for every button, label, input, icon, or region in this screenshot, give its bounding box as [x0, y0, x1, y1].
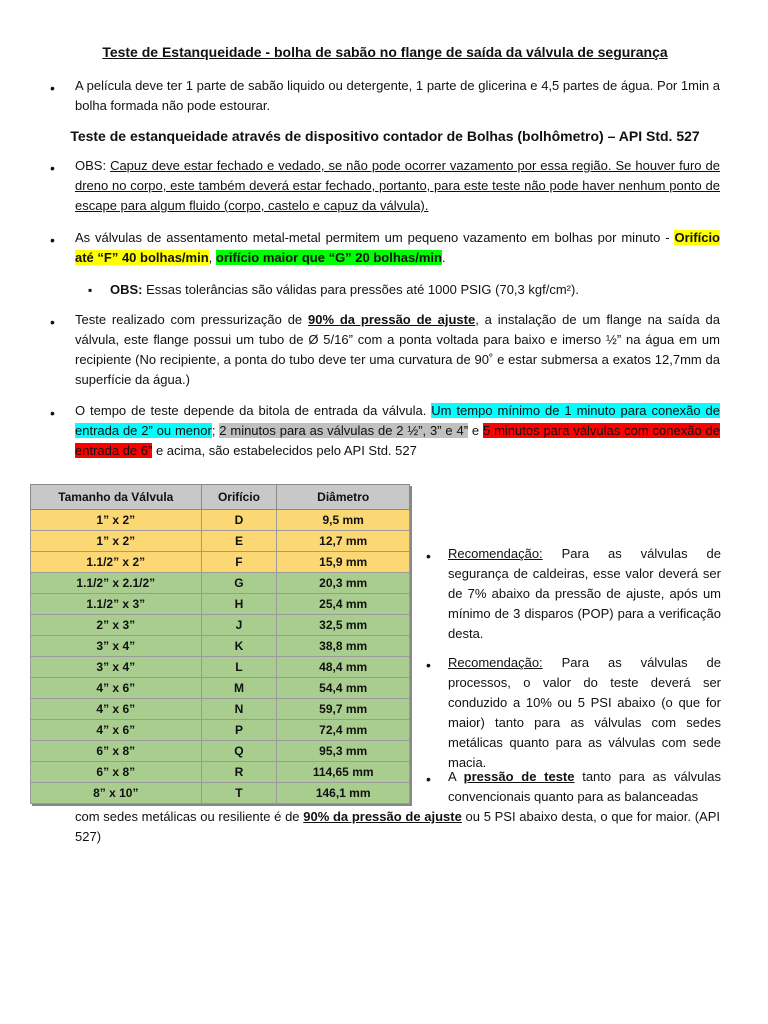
cell-diameter: 32,5 mm: [277, 615, 410, 636]
table-row: [31, 531, 410, 552]
cell-orifice: N: [201, 699, 277, 720]
cell-diameter: 54,4 mm: [277, 678, 410, 699]
square-bullet: ▪: [88, 283, 93, 297]
paragraph-test-procedure: Teste realizado com pressurização de 90% da pressão de ajuste, a instalação de um flange na saída da válvula, este flange possui um tubo de Ø 5/16” com a ponta voltada para baixo e imerso ½” na água em um recipiente (No recipiente, a ponta do tubo deve ter uma curvatura de 90˚ e estar submersa a exatos 12,7mm da superfície da água.): [75, 312, 720, 387]
bullet: •: [426, 771, 431, 787]
cell-diameter: 95,3 mm: [277, 741, 410, 762]
cell-valve-size: 3” x 4”: [31, 657, 202, 678]
cell-diameter: 20,3 mm: [277, 573, 410, 594]
table-row: [31, 657, 410, 678]
cell-valve-size: 1” x 2”: [31, 531, 202, 552]
cell-valve-size: 2” x 3”: [31, 615, 202, 636]
cell-diameter: 9,5 mm: [277, 510, 410, 531]
cell-diameter: 12,7 mm: [277, 531, 410, 552]
cell-valve-size: 4” x 6”: [31, 699, 202, 720]
column-header-diameter: Diâmetro: [277, 485, 410, 510]
table-row: [31, 573, 410, 594]
cell-orifice: J: [201, 615, 277, 636]
cell-diameter: 15,9 mm: [277, 552, 410, 573]
cell-orifice: K: [201, 636, 277, 657]
cell-valve-size: 8” x 10”: [31, 783, 202, 804]
heading-bubble-counter-test: Teste de estanqueidade através de dispositivo contador de Bolhas (bolhômetro) – API Std. 527: [70, 128, 700, 144]
cell-diameter: 114,65 mm: [277, 762, 410, 783]
table-row: [31, 720, 410, 741]
paragraph-recommendation-process: Recomendação: Para as válvulas de processos, o valor do teste deverá ser conduzido a 10% ou 5 PSI abaixo (o que for maior) tanto para as válvulas com sedes metálicas quanto para as válvulas com sede macia.: [448, 655, 721, 770]
paragraph-recommendation-boilers: Recomendação: Para as válvulas de segurança de caldeiras, esse valor deverá ser de 7% abaixo da pressão de ajuste, após um mínimo de 3 disparos (POP) para a verificação desta.: [448, 546, 721, 641]
column-header-valve-size: Tamanho da Válvula: [31, 485, 202, 510]
paragraph-test-time: O tempo de teste depende da bitola de entrada da válvula. Um tempo mínimo de 1 minuto para conexão de entrada de 2” ou menor; 2 minutos para as válvulas de 2 ½”, 3” e 4” e 5 minutos para válvulas com conexão de entrada de 6” e acima, são estabelecidos pelo API Std. 527: [75, 403, 720, 458]
table-row: [31, 678, 410, 699]
cell-diameter: 146,1 mm: [277, 783, 410, 804]
cell-orifice: G: [201, 573, 277, 594]
table-row: [31, 615, 410, 636]
cell-diameter: 25,4 mm: [277, 594, 410, 615]
cell-diameter: 38,8 mm: [277, 636, 410, 657]
bullet: •: [50, 80, 55, 96]
table-row: [31, 636, 410, 657]
bullet: •: [426, 548, 431, 564]
cell-valve-size: 6” x 8”: [31, 741, 202, 762]
column-header-orifice: Orifício: [201, 485, 277, 510]
cell-valve-size: 1.1/2” x 2”: [31, 552, 202, 573]
cell-valve-size: 6” x 8”: [31, 762, 202, 783]
cell-orifice: P: [201, 720, 277, 741]
cell-orifice: D: [201, 510, 277, 531]
table-row: [31, 552, 410, 573]
table-row: [31, 699, 410, 720]
cell-orifice: H: [201, 594, 277, 615]
paragraph-test-pressure-part2: com sedes metálicas ou resiliente é de 90% da pressão de ajuste ou 5 PSI abaixo desta, o que for maior. (API 527): [75, 809, 720, 844]
cell-diameter: 59,7 mm: [277, 699, 410, 720]
cell-valve-size: 1” x 2”: [31, 510, 202, 531]
paragraph-obs-cap: OBS: Capuz deve estar fechado e vedado, se não pode ocorrer vazamento por essa região. Se houver furo de dreno no corpo, este também deverá estar fechado, portanto, para este teste não pode haver nenhum ponto de escape para algum fluido (corpo, castelo e capuz da válvula).: [75, 158, 720, 213]
bullet: •: [50, 314, 55, 330]
cell-valve-size: 1.1/2” x 2.1/2”: [31, 573, 202, 594]
cell-orifice: M: [201, 678, 277, 699]
heading-soap-bubble-test: Teste de Estanqueidade - bolha de sabão no flange de saída da válvula de segurança: [102, 44, 668, 60]
cell-orifice: Q: [201, 741, 277, 762]
cell-orifice: R: [201, 762, 277, 783]
paragraph-soap-film: A película deve ter 1 parte de sabão liquido ou detergente, 1 parte de glicerina e 4,5 partes de água. Por 1min a bolha formada não pode estourar.: [75, 78, 720, 113]
cell-valve-size: 4” x 6”: [31, 678, 202, 699]
bullet: •: [50, 232, 55, 248]
table-row: [31, 762, 410, 783]
paragraph-metal-seat: As válvulas de assentamento metal-metal permitem um pequeno vazamento em bolhas por minuto - Orifício até “F” 40 bolhas/min, orifício maior que “G” 20 bolhas/min.: [75, 230, 720, 265]
cell-orifice: T: [201, 783, 277, 804]
bullet: •: [426, 657, 431, 673]
cell-orifice: L: [201, 657, 277, 678]
cell-diameter: 72,4 mm: [277, 720, 410, 741]
valve-orifice-table: [30, 484, 410, 804]
table-row: [31, 783, 410, 804]
cell-valve-size: 4” x 6”: [31, 720, 202, 741]
table-header-row: [31, 485, 410, 510]
table-row: [31, 594, 410, 615]
paragraph-obs-tolerance: OBS: Essas tolerâncias são válidas para pressões até 1000 PSIG (70,3 kgf/cm²).: [110, 282, 579, 297]
cell-valve-size: 1.1/2” x 3”: [31, 594, 202, 615]
table-row: [31, 741, 410, 762]
table-row: [31, 510, 410, 531]
cell-orifice: F: [201, 552, 277, 573]
paragraph-test-pressure-part1: A pressão de teste tanto para as válvulas convencionais quanto para as balanceadas: [448, 769, 721, 804]
bullet: •: [50, 160, 55, 176]
cell-orifice: E: [201, 531, 277, 552]
cell-valve-size: 3” x 4”: [31, 636, 202, 657]
bullet: •: [50, 405, 55, 421]
cell-diameter: 48,4 mm: [277, 657, 410, 678]
